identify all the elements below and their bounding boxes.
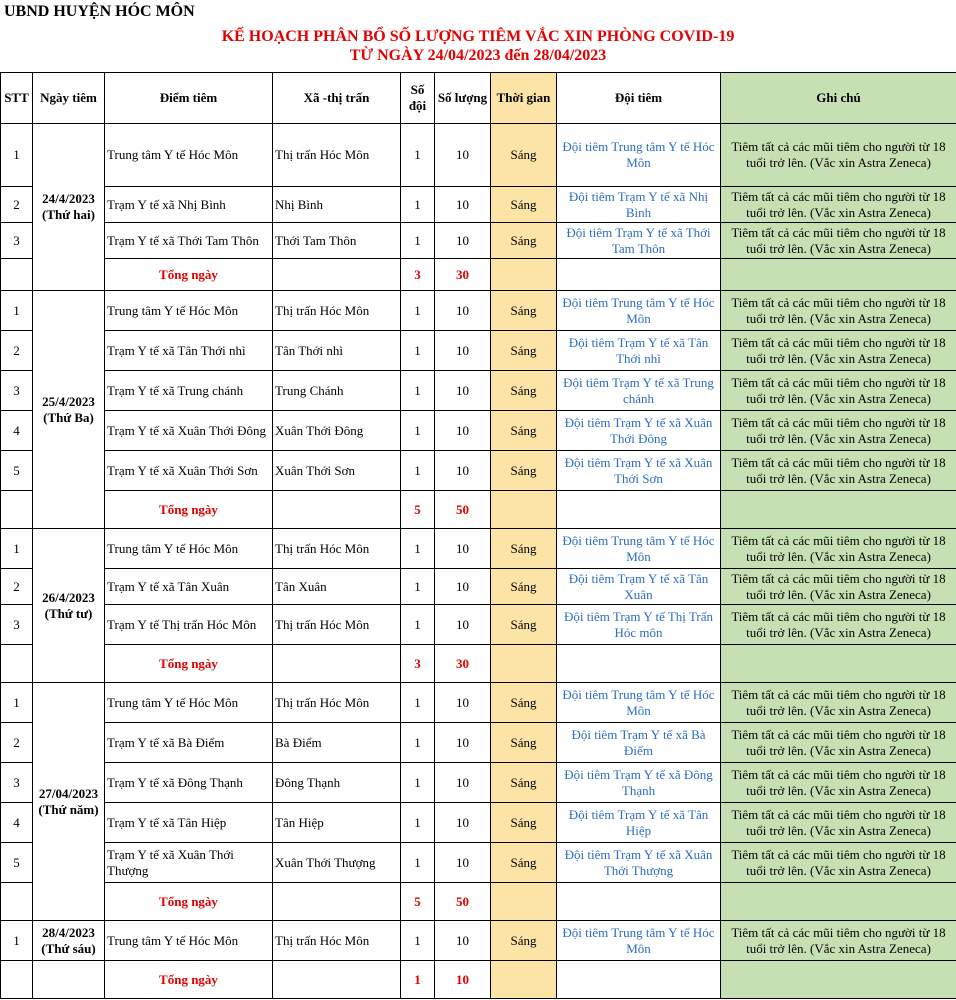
time-cell: Sáng	[491, 529, 557, 569]
team-cell: Đội tiêm Trung tâm Y tế Hóc Môn	[557, 529, 721, 569]
table-row	[1, 683, 956, 723]
total-qty: 30	[435, 645, 491, 683]
teams-cell: 1	[401, 803, 435, 843]
site-cell: Trạm Y tế Thị trấn Hóc Môn	[105, 605, 273, 645]
col-header: Ngày tiêm	[33, 73, 105, 124]
total-row	[1, 645, 956, 683]
header-row	[1, 73, 956, 124]
note-cell	[721, 883, 956, 921]
teams-cell: 1	[401, 763, 435, 803]
time-cell: Sáng	[491, 605, 557, 645]
teams-cell: 1	[401, 921, 435, 961]
teams-cell: 1	[401, 843, 435, 883]
col-header: STT	[1, 73, 33, 124]
site-cell: Trạm Y tế xã Xuân Thới Thượng	[105, 843, 273, 883]
col-header: Số đội	[401, 73, 435, 124]
total-row	[1, 491, 956, 529]
site-cell: Trạm Y tế xã Bà Điểm	[105, 723, 273, 763]
note-cell	[721, 645, 956, 683]
qty-cell: 10	[435, 763, 491, 803]
site-cell: Trung tâm Y tế Hóc Môn	[105, 124, 273, 187]
site-cell: Trạm Y tế xã Đông Thạnh	[105, 763, 273, 803]
note-cell: Tiêm tất cả các mũi tiêm cho người từ 18 tuổi trở lên. (Vắc xin Astra Zeneca)	[721, 331, 956, 371]
table-row	[1, 371, 956, 411]
table-row	[1, 723, 956, 763]
stt-cell: 1	[1, 921, 33, 961]
ward-cell: Thị trấn Hóc Môn	[273, 291, 401, 331]
ward-cell: Đông Thạnh	[273, 763, 401, 803]
note-cell	[721, 961, 956, 999]
col-header: Điểm tiêm	[105, 73, 273, 124]
plan-date-range: TỪ NGÀY 24/04/2023 đến 28/04/2023	[349, 47, 607, 64]
ward-cell	[273, 961, 401, 999]
table-row	[1, 843, 956, 883]
time-cell	[491, 259, 557, 291]
ward-cell: Xuân Thới Thượng	[273, 843, 401, 883]
total-qty: 30	[435, 259, 491, 291]
total-label: Tổng ngày	[105, 645, 273, 683]
table-row	[1, 605, 956, 645]
qty-cell: 10	[435, 411, 491, 451]
note-cell: Tiêm tất cả các mũi tiêm cho người từ 18 tuổi trở lên. (Vắc xin Astra Zeneca)	[721, 605, 956, 645]
total-qty: 10	[435, 961, 491, 999]
team-cell: Đội tiêm Trạm Y tế xã Trung chánh	[557, 371, 721, 411]
stt-cell	[1, 883, 33, 921]
stt-cell: 3	[1, 605, 33, 645]
total-teams: 1	[401, 961, 435, 999]
note-cell: Tiêm tất cả các mũi tiêm cho người từ 18 tuổi trở lên. (Vắc xin Astra Zeneca)	[721, 763, 956, 803]
teams-cell: 1	[401, 291, 435, 331]
table-row	[1, 223, 956, 259]
time-cell: Sáng	[491, 187, 557, 223]
qty-cell: 10	[435, 569, 491, 605]
team-cell: Đội tiêm Trạm Y tế xã Bà Điểm	[557, 723, 721, 763]
note-cell: Tiêm tất cả các mũi tiêm cho người từ 18 tuổi trở lên. (Vắc xin Astra Zeneca)	[721, 451, 956, 491]
team-cell: Đội tiêm Trung tâm Y tế Hóc Môn	[557, 291, 721, 331]
stt-cell: 2	[1, 569, 33, 605]
table-row	[1, 921, 956, 961]
site-cell: Trạm Y tế xã Tân Thới nhì	[105, 331, 273, 371]
date-text: 27/04/2023	[38, 785, 99, 801]
col-header: Xã -thị trấn	[273, 73, 401, 124]
ward-cell: Thị trấn Hóc Môn	[273, 124, 401, 187]
time-cell	[491, 491, 557, 529]
date-text: 25/4/2023	[42, 393, 95, 409]
stt-cell: 1	[1, 683, 33, 723]
stt-cell: 3	[1, 763, 33, 803]
stt-cell	[1, 491, 33, 529]
table-row	[1, 569, 956, 605]
team-cell: Đội tiêm Trạm Y tế xã Xuân Thới Sơn	[557, 451, 721, 491]
note-cell: Tiêm tất cả các mũi tiêm cho người từ 18 tuổi trở lên. (Vắc xin Astra Zeneca)	[721, 223, 956, 259]
total-teams: 5	[401, 883, 435, 921]
note-cell: Tiêm tất cả các mũi tiêm cho người từ 18 tuổi trở lên. (Vắc xin Astra Zeneca)	[721, 569, 956, 605]
stt-cell: 2	[1, 331, 33, 371]
col-header: Đội tiêm	[557, 73, 721, 124]
site-cell: Trạm Y tế xã Tân Xuân	[105, 569, 273, 605]
teams-cell: 1	[401, 124, 435, 187]
col-header: Thời gian	[491, 73, 557, 124]
team-cell: Đội tiêm Trạm Y tế xã Xuân Thới Thượng	[557, 843, 721, 883]
note-cell: Tiêm tất cả các mũi tiêm cho người từ 18 tuổi trở lên. (Vắc xin Astra Zeneca)	[721, 187, 956, 223]
ward-cell: Thị trấn Hóc Môn	[273, 683, 401, 723]
team-cell	[557, 259, 721, 291]
stt-cell: 4	[1, 803, 33, 843]
time-cell: Sáng	[491, 331, 557, 371]
ward-cell	[273, 491, 401, 529]
qty-cell: 10	[435, 291, 491, 331]
table-row	[1, 763, 956, 803]
table-row	[1, 411, 956, 451]
note-cell: Tiêm tất cả các mũi tiêm cho người từ 18 tuổi trở lên. (Vắc xin Astra Zeneca)	[721, 371, 956, 411]
site-cell: Trạm Y tế xã Xuân Thới Đông	[105, 411, 273, 451]
stt-cell: 1	[1, 291, 33, 331]
site-cell: Trung tâm Y tế Hóc Môn	[105, 529, 273, 569]
time-cell: Sáng	[491, 291, 557, 331]
time-cell: Sáng	[491, 411, 557, 451]
note-cell	[721, 259, 956, 291]
schedule-table	[0, 72, 956, 999]
teams-cell: 1	[401, 605, 435, 645]
total-qty: 50	[435, 883, 491, 921]
total-label: Tổng ngày	[105, 259, 273, 291]
team-cell: Đội tiêm Trung tâm Y tế Hóc Môn	[557, 921, 721, 961]
note-cell: Tiêm tất cả các mũi tiêm cho người từ 18 tuổi trở lên. (Vắc xin Astra Zeneca)	[721, 291, 956, 331]
org-name: UBND HUYỆN HÓC MÔN	[4, 3, 195, 20]
time-cell	[491, 883, 557, 921]
ward-cell: Thới Tam Thôn	[273, 223, 401, 259]
qty-cell: 10	[435, 187, 491, 223]
site-cell: Trạm Y tế xã Thới Tam Thôn	[105, 223, 273, 259]
team-cell: Đội tiêm Trạm Y tế xã Thới Tam Thôn	[557, 223, 721, 259]
note-cell: Tiêm tất cả các mũi tiêm cho người từ 18 tuổi trở lên. (Vắc xin Astra Zeneca)	[721, 723, 956, 763]
teams-cell: 1	[401, 723, 435, 763]
site-cell: Trung tâm Y tế Hóc Môn	[105, 291, 273, 331]
ward-cell: Bà Điểm	[273, 723, 401, 763]
col-header: Ghi chú	[721, 73, 956, 124]
time-cell: Sáng	[491, 921, 557, 961]
ward-cell	[273, 645, 401, 683]
weekday-text: (Thứ sáu)	[41, 940, 96, 956]
date-cell	[33, 291, 105, 529]
stt-cell: 1	[1, 529, 33, 569]
site-cell: Trạm Y tế xã Trung chánh	[105, 371, 273, 411]
ward-cell: Trung Chánh	[273, 371, 401, 411]
site-cell: Trạm Y tế xã Tân Hiệp	[105, 803, 273, 843]
total-label: Tổng ngày	[105, 883, 273, 921]
teams-cell: 1	[401, 187, 435, 223]
table-row	[1, 291, 956, 331]
time-cell: Sáng	[491, 803, 557, 843]
stt-cell: 5	[1, 843, 33, 883]
site-cell: Trung tâm Y tế Hóc Môn	[105, 683, 273, 723]
ward-cell: Nhị Bình	[273, 187, 401, 223]
qty-cell: 10	[435, 723, 491, 763]
stt-cell	[1, 961, 33, 999]
date-text: 28/4/2023	[42, 924, 95, 940]
team-cell: Đội tiêm Trạm Y tế xã Đông Thạnh	[557, 763, 721, 803]
table-row	[1, 124, 956, 187]
time-cell: Sáng	[491, 451, 557, 491]
ward-cell: Tân Thới nhì	[273, 331, 401, 371]
total-teams: 3	[401, 645, 435, 683]
team-cell	[557, 645, 721, 683]
col-header: Số lượng	[435, 73, 491, 124]
qty-cell: 10	[435, 683, 491, 723]
ward-cell: Tân Xuân	[273, 569, 401, 605]
qty-cell: 10	[435, 843, 491, 883]
team-cell: Đội tiêm Trạm Y tế Thị Trấn Hóc môn	[557, 605, 721, 645]
site-cell: Trạm Y tế xã Xuân Thới Sơn	[105, 451, 273, 491]
total-label: Tổng ngày	[105, 491, 273, 529]
ward-cell: Thị trấn Hóc Môn	[273, 605, 401, 645]
team-cell: Đội tiêm Trạm Y tế xã Xuân Thới Đông	[557, 411, 721, 451]
time-cell: Sáng	[491, 763, 557, 803]
date-text: 24/4/2023	[42, 191, 95, 206]
total-row	[1, 259, 956, 291]
total-teams: 3	[401, 259, 435, 291]
team-cell	[557, 961, 721, 999]
ward-cell: Thị trấn Hóc Môn	[273, 529, 401, 569]
qty-cell: 10	[435, 124, 491, 187]
qty-cell: 10	[435, 371, 491, 411]
date-cell	[33, 961, 105, 999]
time-cell: Sáng	[491, 223, 557, 259]
note-cell: Tiêm tất cả các mũi tiêm cho người từ 18 tuổi trở lên. (Vắc xin Astra Zeneca)	[721, 411, 956, 451]
team-cell: Đội tiêm Trạm Y tế xã Tân Thới nhì	[557, 331, 721, 371]
table-row	[1, 331, 956, 371]
date-cell	[33, 683, 105, 921]
stt-cell: 5	[1, 451, 33, 491]
total-teams: 5	[401, 491, 435, 529]
site-cell: Trạm Y tế xã Nhị Bình	[105, 187, 273, 223]
qty-cell: 10	[435, 803, 491, 843]
team-cell: Đội tiêm Trung tâm Y tế Hóc Môn	[557, 124, 721, 187]
weekday-text: (Thứ hai)	[42, 207, 95, 222]
qty-cell: 10	[435, 451, 491, 491]
team-cell: Đội tiêm Trung tâm Y tế Hóc Môn	[557, 683, 721, 723]
table-row	[1, 187, 956, 223]
table-row	[1, 803, 956, 843]
date-cell	[33, 921, 105, 961]
teams-cell: 1	[401, 451, 435, 491]
weekday-text: (Thứ tư)	[44, 605, 93, 621]
team-cell	[557, 491, 721, 529]
qty-cell: 10	[435, 223, 491, 259]
weekday-text: (Thứ năm)	[38, 801, 99, 817]
qty-cell: 10	[435, 605, 491, 645]
site-cell: Trung tâm Y tế Hóc Môn	[105, 921, 273, 961]
total-row	[1, 883, 956, 921]
qty-cell: 10	[435, 921, 491, 961]
ward-cell: Tân Hiệp	[273, 803, 401, 843]
table-row	[1, 451, 956, 491]
teams-cell: 1	[401, 569, 435, 605]
note-cell: Tiêm tất cả các mũi tiêm cho người từ 18 tuổi trở lên. (Vắc xin Astra Zeneca)	[721, 921, 956, 961]
ward-cell	[273, 883, 401, 921]
team-cell: Đội tiêm Trạm Y tế xã Tân Hiệp	[557, 803, 721, 843]
date-cell	[33, 124, 105, 291]
time-cell	[491, 961, 557, 999]
ward-cell: Xuân Thới Sơn	[273, 451, 401, 491]
teams-cell: 1	[401, 223, 435, 259]
total-qty: 50	[435, 491, 491, 529]
note-cell: Tiêm tất cả các mũi tiêm cho người từ 18 tuổi trở lên. (Vắc xin Astra Zeneca)	[721, 803, 956, 843]
teams-cell: 1	[401, 683, 435, 723]
team-cell	[557, 883, 721, 921]
stt-cell: 3	[1, 371, 33, 411]
ward-cell	[273, 259, 401, 291]
teams-cell: 1	[401, 331, 435, 371]
stt-cell: 1	[1, 124, 33, 187]
time-cell: Sáng	[491, 843, 557, 883]
time-cell: Sáng	[491, 683, 557, 723]
plan-title: KẾ HOẠCH PHÂN BỔ SỐ LƯỢNG TIÊM VẮC XIN PHÒNG COVID-19	[221, 28, 735, 45]
stt-cell	[1, 645, 33, 683]
stt-cell: 2	[1, 187, 33, 223]
stt-cell: 2	[1, 723, 33, 763]
teams-cell: 1	[401, 529, 435, 569]
time-cell: Sáng	[491, 371, 557, 411]
date-text: 26/4/2023	[42, 589, 95, 605]
stt-cell	[1, 259, 33, 291]
stt-cell: 3	[1, 223, 33, 259]
table-row	[1, 529, 956, 569]
weekday-text: (Thứ Ba)	[43, 409, 94, 425]
time-cell	[491, 645, 557, 683]
time-cell: Sáng	[491, 569, 557, 605]
note-cell: Tiêm tất cả các mũi tiêm cho người từ 18 tuổi trở lên. (Vắc xin Astra Zeneca)	[721, 843, 956, 883]
qty-cell: 10	[435, 529, 491, 569]
ward-cell: Thị trấn Hóc Môn	[273, 921, 401, 961]
qty-cell: 10	[435, 331, 491, 371]
date-cell	[33, 529, 105, 683]
note-cell: Tiêm tất cả các mũi tiêm cho người từ 18 tuổi trở lên. (Vắc xin Astra Zeneca)	[721, 683, 956, 723]
team-cell: Đội tiêm Trạm Y tế xã Tân Xuân	[557, 569, 721, 605]
time-cell: Sáng	[491, 124, 557, 187]
note-cell: Tiêm tất cả các mũi tiêm cho người từ 18 tuổi trở lên. (Vắc xin Astra Zeneca)	[721, 529, 956, 569]
note-cell: Tiêm tất cả các mũi tiêm cho người từ 18 tuổi trở lên. (Vắc xin Astra Zeneca)	[721, 124, 956, 187]
total-label: Tổng ngày	[105, 961, 273, 999]
teams-cell: 1	[401, 371, 435, 411]
team-cell: Đội tiêm Trạm Y tế xã Nhị Bình	[557, 187, 721, 223]
time-cell: Sáng	[491, 723, 557, 763]
ward-cell: Xuân Thới Đông	[273, 411, 401, 451]
note-cell	[721, 491, 956, 529]
stt-cell: 4	[1, 411, 33, 451]
teams-cell: 1	[401, 411, 435, 451]
total-row	[1, 961, 956, 999]
